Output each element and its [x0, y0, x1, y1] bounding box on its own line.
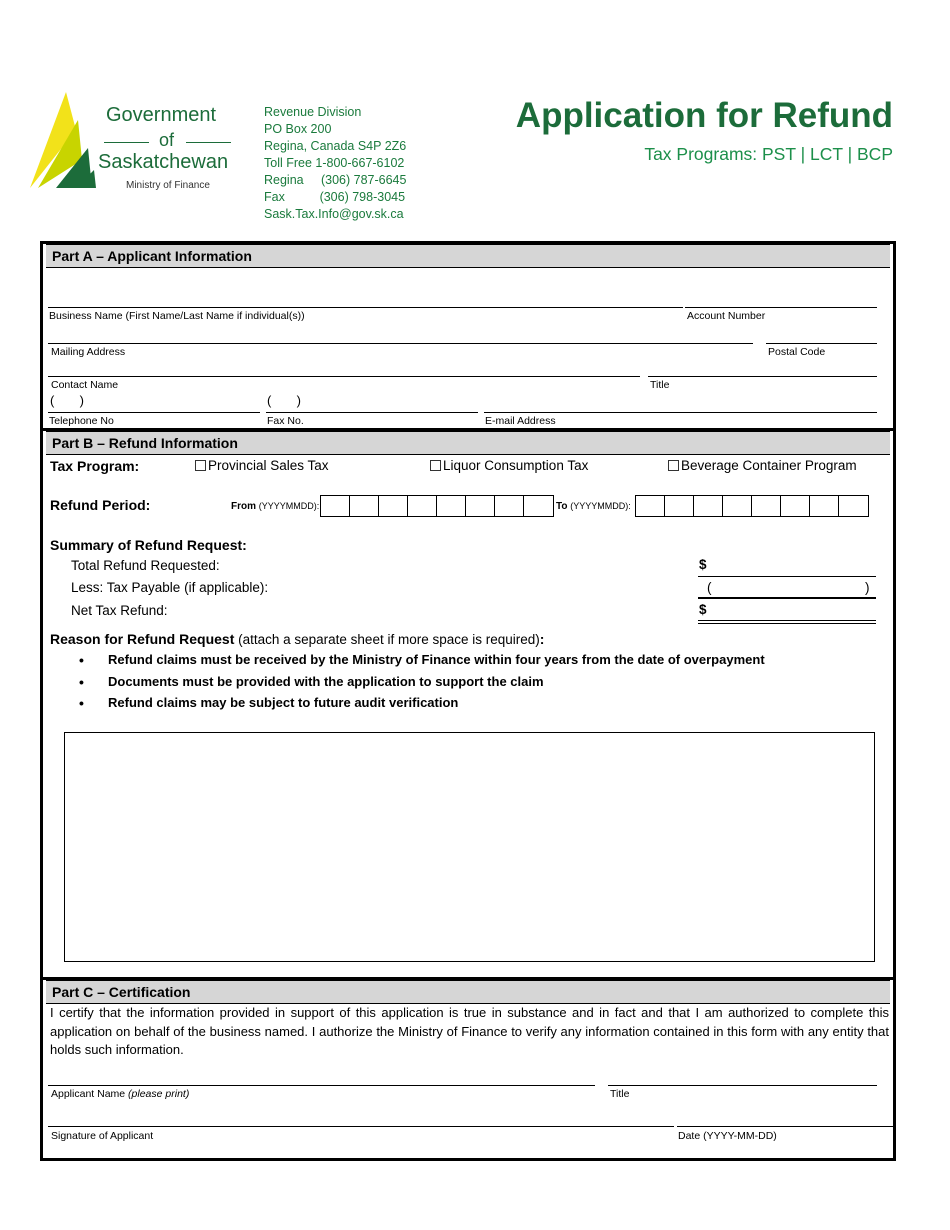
mailing-address-label: Mailing Address — [51, 346, 126, 358]
bcp-checkbox-box[interactable] — [668, 460, 679, 471]
part-c-heading: Part C – Certification — [46, 980, 890, 1004]
logo-rule-right — [186, 142, 231, 143]
bullet-item — [79, 673, 765, 696]
bullet-text: Refund claims may be subject to future audit verification — [108, 695, 459, 710]
bullet-dot: • — [79, 695, 84, 711]
pst-checkbox-box[interactable] — [195, 460, 206, 471]
email-label: E-mail Address — [485, 415, 556, 427]
page-title: Application for Refund — [515, 96, 893, 135]
telephone-label: Telephone No — [49, 415, 114, 427]
less-tax-label: Less: Tax Payable (if applicable): — [71, 580, 269, 595]
to-date-format: (YYYYMMDD): — [570, 501, 631, 511]
signature-field[interactable] — [48, 1126, 674, 1127]
from-label — [231, 501, 319, 512]
title-field[interactable] — [648, 376, 877, 377]
contact-regina: Regina (306) 787-6645 — [264, 173, 407, 187]
logo-of: of — [159, 130, 175, 150]
logo-government: Government — [106, 104, 217, 126]
net-refund-label: Net Tax Refund: — [71, 603, 168, 618]
reason-note: (attach a separate sheet if more space is required) — [234, 632, 540, 647]
bullet-item — [79, 652, 765, 674]
contact-block — [264, 104, 406, 223]
certification-statement: I certify that the information provided in support of this application is true in substance and in fact and that I am authorized to complete this application on behalf of the business named. I authorize the Ministry of Finance to verify any information contained in this form with any entity that holds such information. — [50, 1005, 889, 1057]
reason-bullets — [79, 652, 765, 717]
fax-field[interactable] — [266, 412, 478, 413]
contact-name-label: Contact Name — [51, 379, 119, 391]
date-field[interactable] — [677, 1126, 895, 1127]
contact-city: Regina, Canada S4P 2Z6 — [264, 139, 407, 153]
signature-label: Signature of Applicant — [51, 1130, 154, 1142]
government-logo — [26, 90, 241, 195]
page-subtitle: Tax Programs: PST | LCT | BCP — [644, 144, 893, 164]
reason-heading — [50, 631, 544, 647]
less-close-paren: ) — [865, 580, 870, 595]
part-a-heading: Part A – Applicant Information — [46, 244, 890, 268]
postal-code-field[interactable] — [766, 343, 877, 344]
applicant-name-field[interactable] — [48, 1085, 595, 1086]
to-date-digit[interactable] — [752, 496, 781, 516]
less-tax-field[interactable] — [698, 597, 876, 599]
from-label-text: From — [231, 501, 256, 512]
reason-colon: : — [539, 631, 545, 647]
wheat-sheaf-icon — [26, 90, 96, 190]
reason-label: Reason for Refund Request — [50, 631, 235, 647]
account-number-field[interactable] — [685, 307, 877, 308]
contact-tollfree: Toll Free 1-800-667-6102 — [264, 156, 405, 170]
title-label: Title — [650, 379, 670, 391]
to-date-digit[interactable] — [781, 496, 810, 516]
net-refund-double-rule — [698, 623, 876, 624]
to-label-text: To — [556, 501, 568, 512]
refund-period-label: Refund Period: — [50, 497, 151, 513]
from-date-digit[interactable] — [350, 496, 379, 516]
bullet-item — [79, 695, 765, 717]
bcp-checkbox[interactable] — [668, 458, 857, 473]
from-date-digit[interactable] — [437, 496, 466, 516]
business-name-field[interactable] — [48, 307, 683, 308]
total-refund-field[interactable] — [698, 576, 876, 577]
telephone-field[interactable] — [48, 412, 260, 413]
please-print-text: (please print) — [128, 1088, 190, 1100]
part-b-heading: Part B – Refund Information — [46, 431, 890, 455]
contact-box: PO Box 200 — [264, 122, 332, 136]
from-date-digit[interactable] — [408, 496, 437, 516]
total-dollar-sign: $ — [699, 557, 707, 572]
to-date-digit[interactable] — [839, 496, 868, 516]
cert-title-label: Title — [610, 1088, 630, 1100]
less-open-paren: ( — [707, 580, 712, 595]
total-refund-label: Total Refund Requested: — [71, 558, 220, 573]
from-date-input[interactable] — [320, 495, 554, 517]
to-date-digit[interactable] — [723, 496, 752, 516]
logo-saskatchewan: Saskatchewan — [98, 151, 229, 173]
date-label: Date (YYYY-MM-DD) — [678, 1130, 777, 1142]
applicant-name-text: Applicant Name — [51, 1088, 129, 1100]
to-date-input[interactable] — [635, 495, 869, 517]
cert-title-field[interactable] — [608, 1085, 877, 1086]
form-frame — [40, 241, 896, 1161]
mailing-address-field[interactable] — [48, 343, 753, 344]
from-date-digit[interactable] — [321, 496, 350, 516]
bullet-text: Refund claims must be received by the Ministry of Finance within four years from the date of overpayment — [108, 652, 765, 667]
contact-email[interactable]: Sask.Tax.Info@gov.sk.ca — [264, 207, 404, 221]
fax-label: Fax No. — [267, 415, 304, 427]
fax-area-code: ( ) — [267, 393, 301, 408]
contact-name-field[interactable] — [48, 376, 640, 377]
bcp-checkbox-label: Beverage Container Program — [681, 458, 857, 473]
to-date-digit[interactable] — [810, 496, 839, 516]
from-date-format: (YYYYMMDD): — [258, 501, 320, 511]
account-number-label: Account Number — [687, 310, 766, 322]
email-field[interactable] — [484, 412, 877, 413]
pst-checkbox-label: Provincial Sales Tax — [208, 458, 329, 473]
to-date-digit[interactable] — [636, 496, 665, 516]
logo-ministry: Ministry of Finance — [126, 180, 210, 191]
reason-textarea[interactable] — [64, 732, 875, 962]
to-label — [556, 501, 631, 512]
telephone-area-code: ( ) — [50, 393, 84, 408]
from-date-digit[interactable] — [466, 496, 495, 516]
to-date-digit[interactable] — [665, 496, 694, 516]
from-date-digit[interactable] — [524, 496, 553, 516]
summary-label: Summary of Refund Request: — [50, 537, 247, 553]
pst-checkbox[interactable] — [195, 458, 329, 473]
tax-program-label: Tax Program: — [50, 458, 140, 474]
from-date-digit[interactable] — [379, 496, 408, 516]
postal-code-label: Postal Code — [768, 346, 826, 358]
net-refund-field[interactable] — [698, 620, 876, 621]
bullet-dot: • — [79, 673, 84, 690]
net-dollar-sign: $ — [699, 602, 707, 617]
to-date-digit[interactable] — [694, 496, 723, 516]
contact-fax: Fax (306) 798-3045 — [264, 190, 406, 204]
logo-rule-left — [104, 142, 149, 143]
bullet-text: Documents must be provided with the application to support the claim — [108, 673, 544, 689]
applicant-name-label — [51, 1088, 189, 1100]
business-name-label: Business Name (First Name/Last Name if individual(s)) — [49, 310, 305, 322]
from-date-digit[interactable] — [495, 496, 524, 516]
bullet-dot: • — [79, 652, 84, 668]
contact-division: Revenue Division — [264, 105, 362, 119]
lct-checkbox[interactable] — [430, 458, 588, 473]
lct-checkbox-box[interactable] — [430, 460, 441, 471]
lct-checkbox-label: Liquor Consumption Tax — [443, 458, 589, 473]
